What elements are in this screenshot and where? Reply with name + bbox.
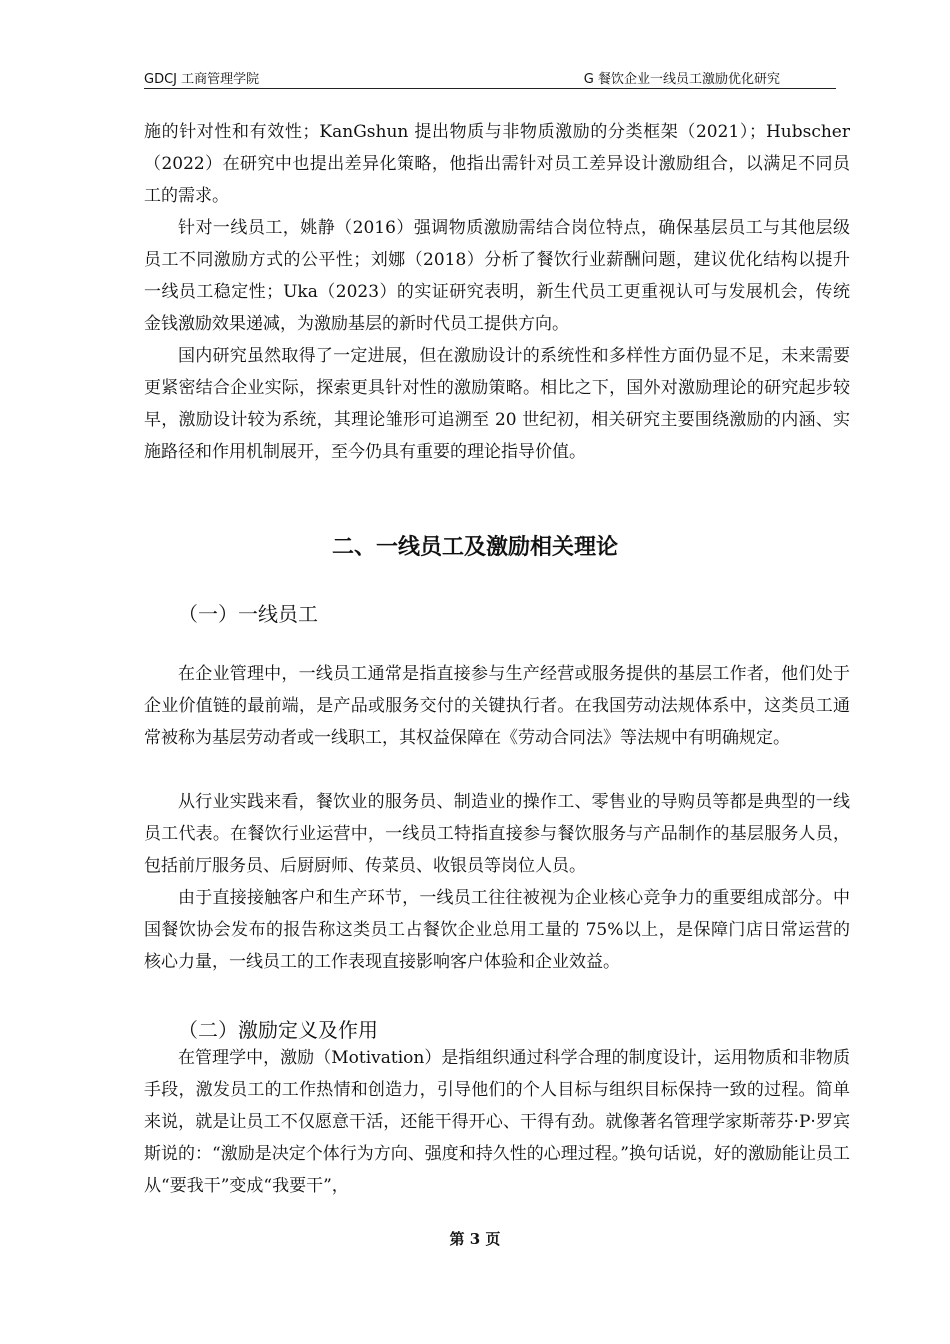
page-number: 第 3 页 <box>449 1230 501 1248</box>
header-thesis-title: G 餐饮企业一线员工激励优化研究 <box>583 72 780 87</box>
header-institution: GDCJ 工商管理学院 <box>144 72 260 87</box>
page-header <box>144 66 836 89</box>
chapter-heading: 二、一线员工及激励相关理论 <box>331 535 618 560</box>
section-heading: （一）一线员工 <box>178 602 318 626</box>
paragraph: 国内研究虽然取得了一定进展，但在激励设计的系统性和多样性方面仍显不足，未来需要更紧密结合企业实际，探索更具针对性的激励策略。相比之下，国外对激励理论的研究起步较早，激励设计较为系统，其理论雏形可追溯至 20 世纪初，相关研究主要围绕激励的内涵、实施路径和作用机制展开，至今仍具有重要的理论指导价值。 <box>144 346 850 462</box>
paragraph: 在企业管理中，一线员工通常是指直接参与生产经营或服务提供的基层工作者，他们处于企业价值链的最前端，是产品或服务交付的关键执行者。在我国劳动法规体系中，这类员工通常被称为基层劳动者或一线职工，其权益保障在《劳动合同法》等法规中有明确规定。 <box>144 664 850 748</box>
paragraph: 由于直接接触客户和生产环节，一线员工往往被视为企业核心竞争力的重要组成部分。中国餐饮协会发布的报告称这类员工占餐饮企业总用工量的 75%以上，是保障门店日常运营的核心力量，一线员工的工作表现直接影响客户体验和企业效益。 <box>144 888 850 972</box>
paragraph: 针对一线员工，姚静（2016）强调物质激励需结合岗位特点，确保基层员工与其他层级员工不同激励方式的公平性；刘娜（2018）分析了餐饮行业薪酬问题，建议优化结构以提升一线员工稳定性；Uka（2023）的实证研究表明，新生代员工更重视认可与发展机会，传统金钱激励效果递减，为激励基层的新时代员工提供方向。 <box>144 218 850 334</box>
paragraph: 从行业实践来看，餐饮业的服务员、制造业的操作工、零售业的导购员等都是典型的一线员工代表。在餐饮行业运营中，一线员工特指直接参与餐饮服务与产品制作的基层服务人员，包括前厅服务员、后厨厨师、传菜员、收银员等岗位人员。 <box>144 792 850 876</box>
paragraph-continued: 施的针对性和有效性；KanGshun 提出物质与非物质激励的分类框架（2021）；Hubscher（2022）在研究中也提出差异化策略，他指出需针对员工差异设计激励组合，以满足不同员工的需求。 <box>144 122 850 206</box>
section-heading: （二）激励定义及作用 <box>178 1018 378 1042</box>
paragraph: 在管理学中，激励（Motivation）是指组织通过科学合理的制度设计，运用物质和非物质手段，激发员工的工作热情和创造力，引导他们的个人目标与组织目标保持一致的过程。简单来说，就是让员工不仅愿意干活，还能干得开心、干得有劲。就像著名管理学家斯蒂芬·P·罗宾斯说的：“激励是决定个体行为方向、强度和持久性的心理过程。”换句话说，好的激励能让员工从“要我干”变成“我要干”， <box>144 1048 850 1196</box>
